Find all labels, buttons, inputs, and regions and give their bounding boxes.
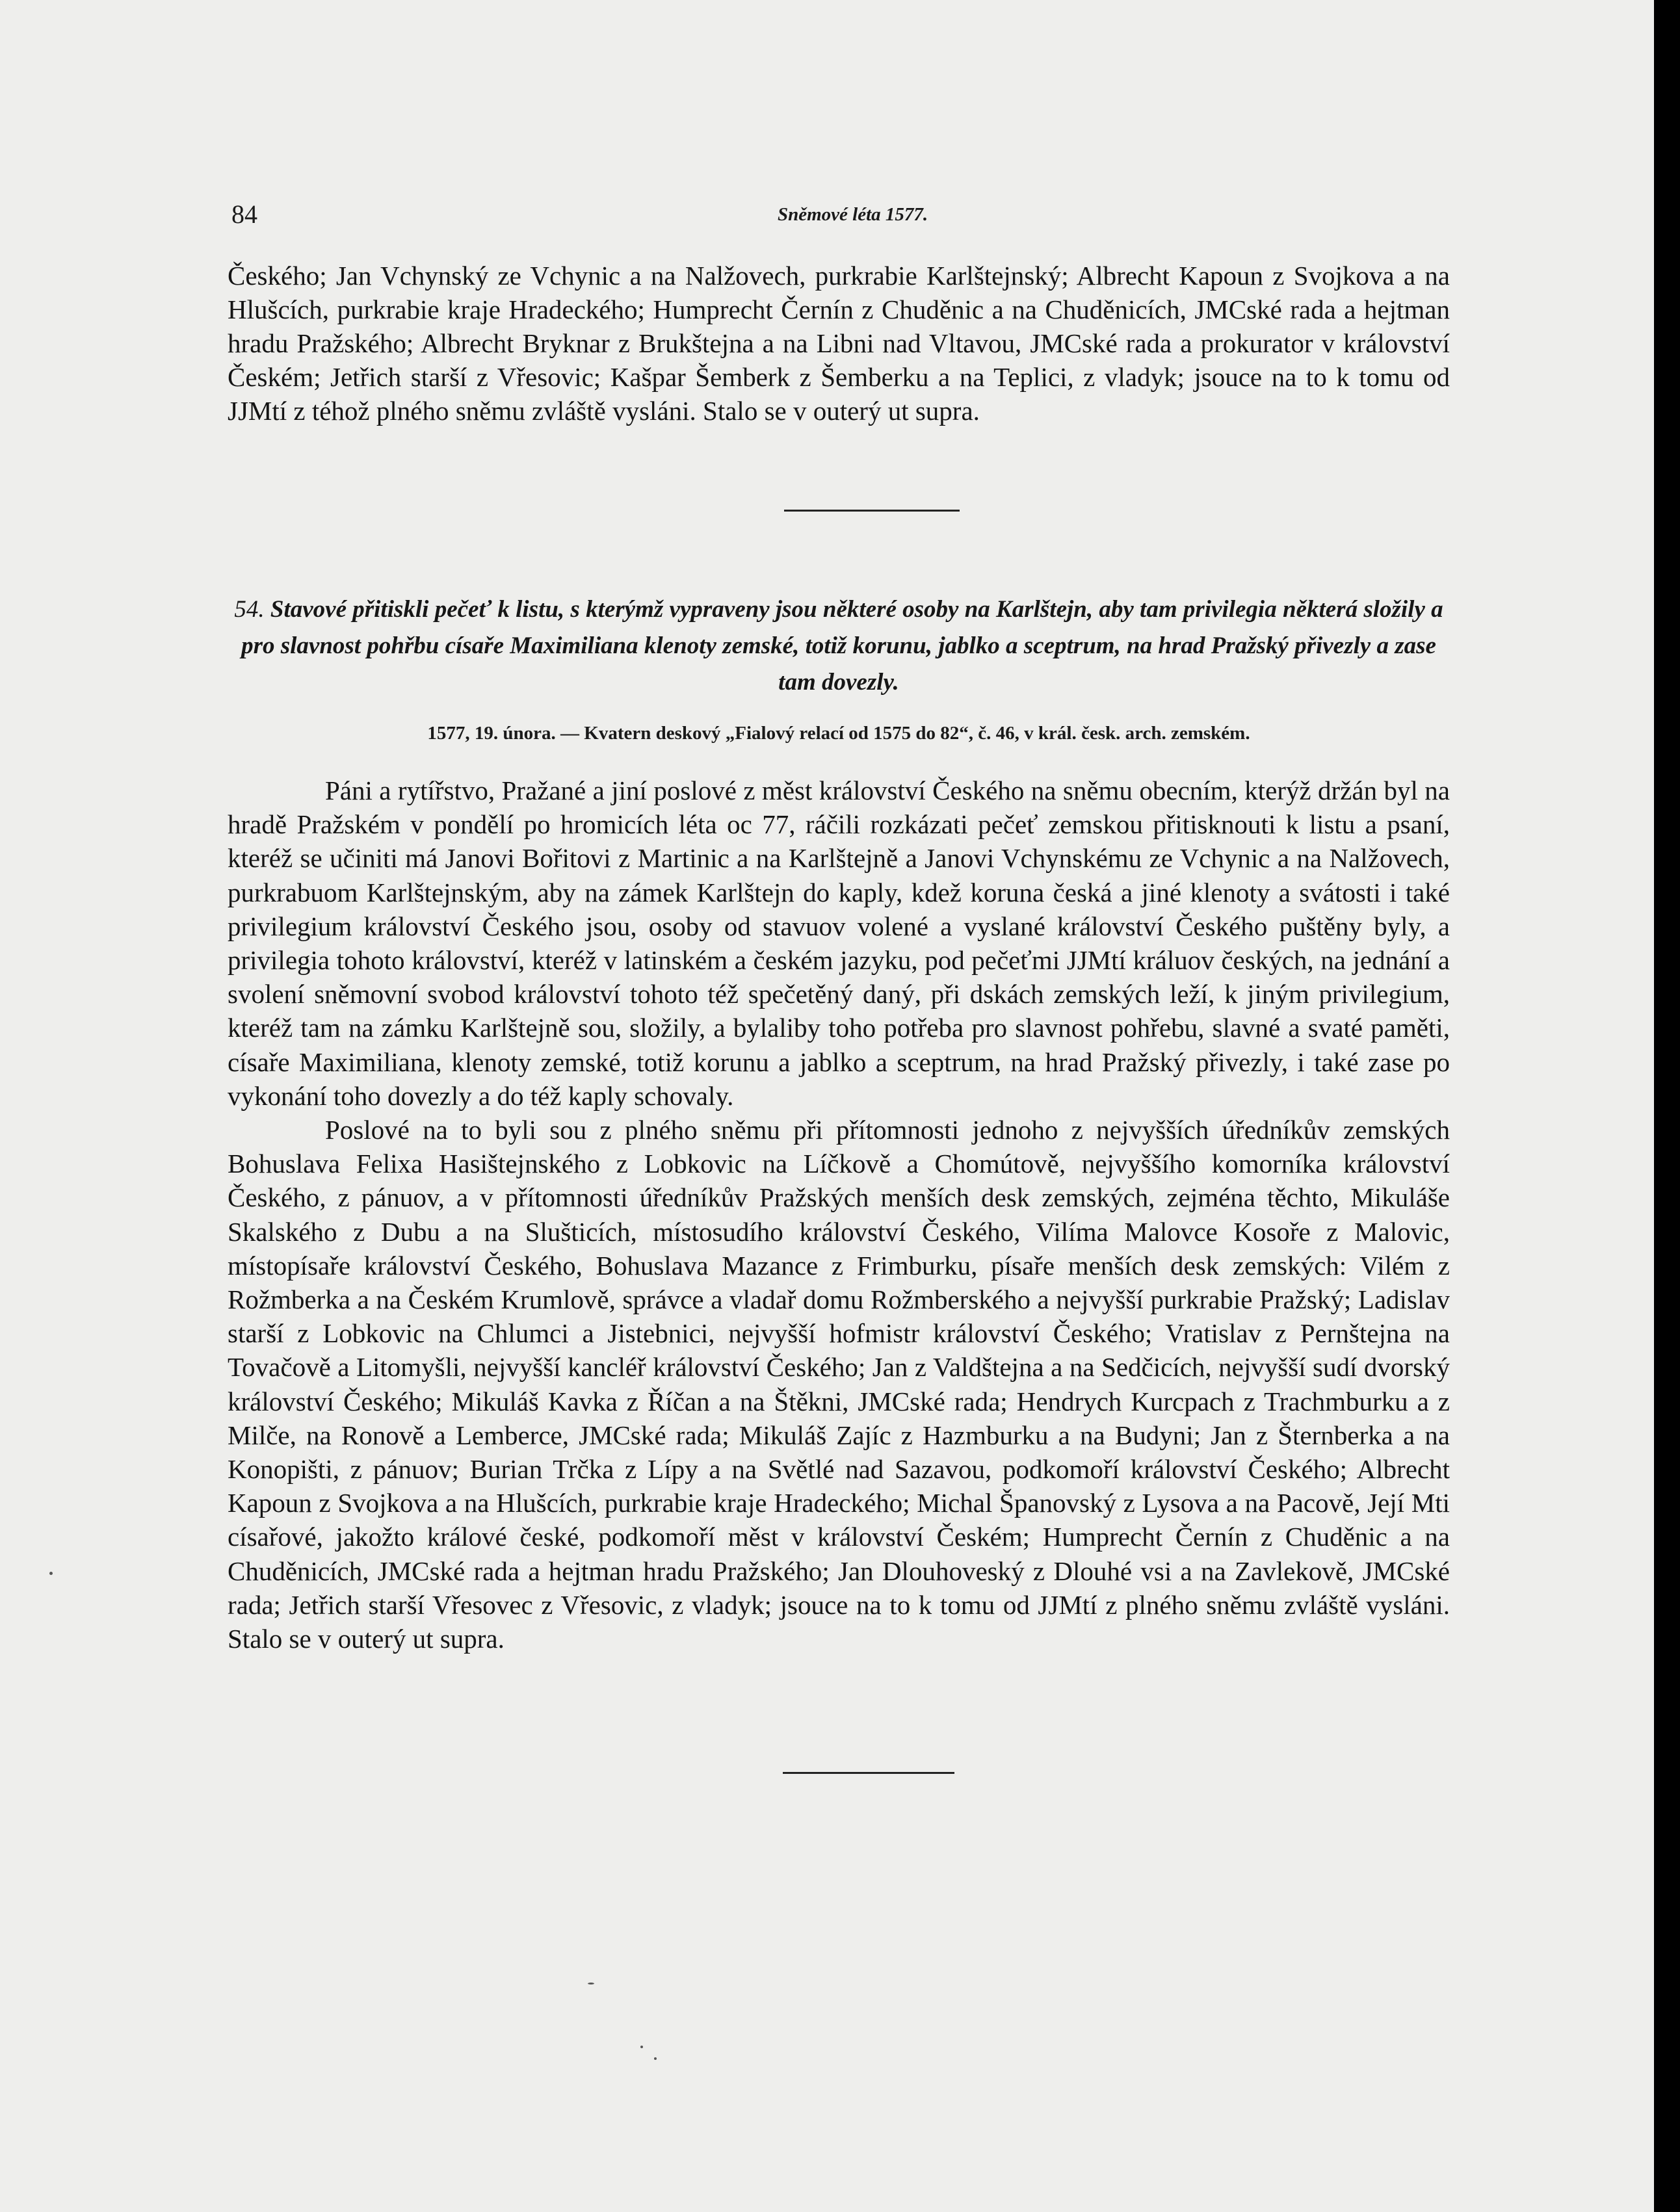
- running-title: Sněmové léta 1577.: [778, 204, 928, 225]
- section-divider: [784, 510, 960, 512]
- page-number: 84: [231, 200, 257, 229]
- body-paragraph: Páni a rytířstvo, Pražané a jiní poslové z měst království Českého na sněmu obecním, kterýž držán byl na hradě Pražském v pondělí po hromicích léta oc 77, ráčili rozkázati pečeť zemskou přitisknouti k listu a psaní, kteréž se učiniti má Janovi Bořitovi z Martinic a na Karlštejně a Janovi Vchynskému ze Vchynic a na Nalžovech, purkrabuom Karlštejnským, aby na zámek Karlštejn do kaply, kdež koruna česká a jiné klenoty a svátosti i také privilegium království Českého jsou, osoby od stavuov volené a vyslané království Českého puštěny byly, a privilegia tohoto království, kteréž v latinském a českém jazyku, pod pečeťmi JJMtí králuov českých, na jednání a svolení sněmovní svobod království tohoto též spečetěný daný, při dskách zemských leží, k jiným privilegium, kteréž tam na zámku Karlštejně sou, složily, a bylaliby toho potřeba pro slavnost pohřebu, slavné a svaté paměti, císaře Maximiliana, klenoty zemské, totiž korunu a jablko a sceptrum, na hrad Pražský přivezly, i také zase po vykonání toho dovezly a do též kaply schovaly.: [228, 775, 1450, 1111]
- scan-speck: [640, 2046, 643, 2048]
- continuation-paragraph: Českého; Jan Vchynský ze Vchynic a na Nalžovech, purkrabie Karlštejnský; Albrecht Kapoun z Svojkova a na Hlušcích, purkrabie kraje Hradeckého; Humprecht Černín z Chuděnic a na Chuděnicích, JMCské rada a hejtman hradu Pražského; Albrecht Bryknar z Brukštejna a na Libni nad Vltavou, JMCské rada a prokurator v království Českém; Jetřich starší z Vřesovic; Kašpar Šemberk z Šemberku a na Teplici, z vladyk; jsouce na to k tomu od JJMtí z téhož plného sněmu zvláště vysláni. Stalo se v outerý ut supra.: [228, 261, 1450, 426]
- running-head: [231, 199, 1454, 238]
- scan-speck: [49, 1572, 53, 1575]
- document-body: [228, 774, 1450, 1656]
- body-paragraph: Poslové na to byli sou z plného sněmu při přítomnosti jednoho z nejvyšších úředníkův zemských Bohuslava Felixa Hasištejnského z Lobkovic na Líčkově a Chomútově, nejvyššího komorníka království Českého, z pánuov, a v přítomnosti úředníkův Pražských menších desk zemských, zejména těchto, Mikuláše Skalského z Dubu a na Slušticích, místosudího království Českého, Vilíma Malovce Kosoře z Malovic, místopísaře království Českého, Bohuslava Mazance z Frimburku, písaře menších desk zemských: Vilém z Rožmberka a na Českém Krumlově, správce a vladař domu Rožmberského a nejvyšší purkrabie Pražský; Ladislav starší z Lobkovic na Chlumci a Jistebnici, nejvyšší hofmistr království Českého; Vratislav z Pernštejna na Tovačově a Litomyšli, nejvyšší kancléř království Českého; Jan z Valdštejna a na Sedčicích, nejvyšší sudí dvorský království Českého; Mikuláš Kavka z Říčan a na Štěkni, JMCské rada; Hendrych Kurcpach z Trachmburku a z Milče, na Ronově a Lemberce, JMCské rada; Mikuláš Zajíc z Hazmburku a na Budyni; Jan z Šternberka a na Konopišti, z pánuov; Burian Trčka z Lípy a na Světlé nad Sazavou, podkomoří království Českého; Albrecht Kapoun z Svojkova a na Hlušcích, purkrabie kraje Hradeckého; Michal Španovský z Lysova a na Pacově, Její Mti císařové, jakožto králové české, podkomoří měst v království Českém; Humprecht Černín z Chuděnic a na Chuděnicích, JMCské rada a hejtman hradu Pražského; Jan Dlouhoveský z Dlouhé vsi a na Zavlekově, JMCské rada; Jetřich starší Vřesovec z Vřesovic, z vladyk; jsouce na to k tomu od JJMtí z plného sněmu zvláště vysláni. Stalo se v outerý ut supra.: [228, 1115, 1450, 1654]
- section-divider: [783, 1772, 954, 1774]
- scan-speck: [588, 1983, 594, 1984]
- scan-speck: [654, 2057, 657, 2060]
- document-heading: [228, 592, 1450, 701]
- source-note: 1577, 19. února. — Kvatern deskový „Fialový relací od 1575 do 82“, č. 46, v král. česk. arch. zemském.: [427, 723, 1250, 744]
- document-number: 54.: [234, 596, 265, 623]
- document-heading-text: Stavové přitiskli pečeť k listu, s kterýmž vypraveny jsou některé osoby na Karlštejn, aby tam privilegia některá složily a pro slavnost pohřbu císaře Maximiliana klenoty zemské, totiž korunu, jablko a sceptrum, na hrad Pražský přivezly a zase tam dovezly.: [241, 596, 1443, 696]
